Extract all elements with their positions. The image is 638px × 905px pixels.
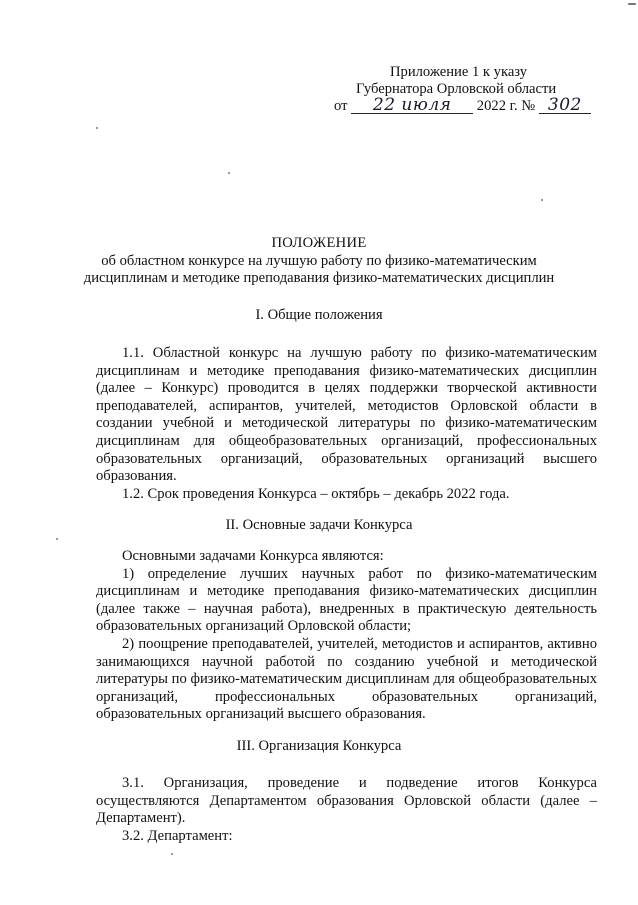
annex-date-line [334,95,594,115]
handwritten-date: 22 июля [351,98,473,114]
scan-speck [56,538,58,540]
title-heading: ПОЛОЖЕНИЕ [271,235,367,251]
paragraph-2-2: 2) поощрение преподавателей, учителей, методистов и аспирантов, активно занимающихся научной работой по созданию учебной и методической литературы по физико-математическим дисциплинам для общеобразовательных организаций, профессиональных образовательных организаций, образовательных организаций высшего образования. [96,635,597,723]
paragraph-3-1: 3.1. Организация, проведение и подведение итогов Конкурса осуществляются Департаментом образования Орловской области (далее – Департамент). [96,775,597,827]
paragraph-1-1: 1.1. Областной конкурс на лучшую работу по физико-математическим дисциплинам и методике преподавания физико-математических дисциплин (далее – Конкурс) проводится в целях поддержки творческой активности преподавателей, аспирантов, учителей, методистов Орловской области в создании учебной и методической литературы по физико-математическим дисциплинам для общеобразовательных организаций, профессиональных образовательных организаций, образовательных организаций высшего образования. [96,345,597,485]
annex-line-2: Губернатора Орловской области [356,81,557,97]
date-prefix: от [334,98,348,114]
paragraph-2-1: 1) определение лучших научных работ по физико-математическим дисциплинам и методике преподавания физико-математических дисциплин (далее также – научная работа), внедренных в практическую деятельность образовательных организаций Орловской области; [96,565,597,635]
scan-speck [541,199,543,201]
date-year: 2022 г. № [476,98,536,114]
scan-speck [228,172,230,174]
scan-speck [171,853,173,855]
section-2-body [96,548,597,724]
title-subline-2: дисциплинам и методике преподавания физико-математических дисциплин [83,270,555,286]
section-1-body [96,345,597,503]
paragraph-1-2: 1.2. Срок проведения Конкурса – октябрь – декабрь 2022 года. [122,485,510,502]
title-subline-1: об областном конкурсе на лучшую работу по физико-математическим [101,252,537,269]
scan-speck [96,127,98,129]
paragraph-3-2: 3.2. Департамент: [122,827,233,844]
section-2-heading: II. Основные задачи Конкурса [225,517,413,533]
handwritten-number: 302 [539,98,591,114]
section-3-heading: III. Организация Конкурса [236,738,402,754]
section-1-heading: I. Общие положения [255,307,383,323]
section-3-body [96,775,597,845]
scan-mark [628,3,636,5]
annex-line-1: Приложение 1 к указу [390,64,528,80]
paragraph-2-intro: Основными задачами Конкурса являются: [122,548,384,564]
document-title [0,235,638,288]
